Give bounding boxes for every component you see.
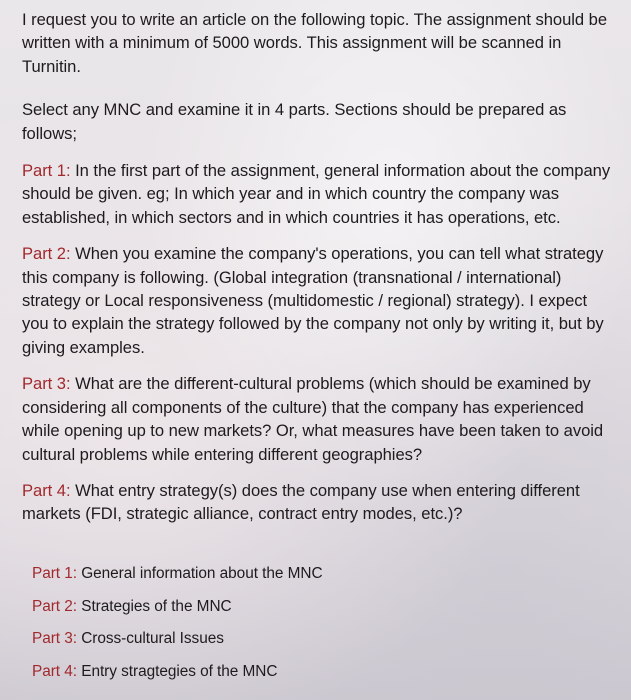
intro-paragraph: I request you to write an article on the following topic. The assignment should be written with a minimum of 5000 words. This assignment will be scanned in Turnitin. <box>22 10 608 76</box>
summary-4-text: Entry stragtegies of the MNC <box>77 662 278 680</box>
part-1-paragraph <box>22 159 617 229</box>
summary-3-text: Cross-cultural Issues <box>77 630 224 648</box>
part-3-label: Part 3: <box>22 374 71 394</box>
summary-item <box>32 563 323 585</box>
parts-summary-list <box>32 563 323 693</box>
part-3-text: What are the different-cultural problems (which should be examined by considering all components of the culture) that the company has experienced while opening up to new markets? Or, what measures have been taken to avoid cultural problems while entering different geographies? <box>22 374 604 464</box>
instruction-paragraph: Select any MNC and examine it in 4 parts. Sections should be prepared as follows; <box>22 100 567 143</box>
part-4-paragraph <box>22 479 617 526</box>
summary-1-text: General information about the MNC <box>77 565 323 582</box>
summary-item <box>32 596 323 618</box>
summary-3-label: Part 3: <box>32 630 77 648</box>
part-2-paragraph <box>22 242 617 359</box>
summary-item <box>32 661 323 683</box>
part-1-text: In the first part of the assignment, general information about the company should be given. eg; In which year and in which country the company was established, in which sectors and in which countries it has operations, etc. <box>22 161 611 227</box>
part-4-text: What entry strategy(s) does the company use when entering different markets (FDI, strategic alliance, contract entry modes, etc.)? <box>22 480 580 524</box>
part-1-label: Part 1: <box>22 161 71 181</box>
summary-1-label: Part 1: <box>32 565 77 582</box>
summary-2-text: Strategies of the MNC <box>77 597 232 615</box>
summary-2-label: Part 2: <box>32 597 77 615</box>
summary-item <box>32 628 323 650</box>
part-4-label: Part 4: <box>22 480 71 500</box>
part-2-label: Part 2: <box>22 244 71 264</box>
part-3-paragraph <box>22 372 617 466</box>
part-2-text: When you examine the company's operations, you can tell what strategy this company is following. (Global integration (transnational / international) strategy or Local responsiveness (multidomestic / regional) strategy). I expect you to explain the strategy followed by the company not only by writing it, but by giving examples. <box>22 244 604 357</box>
summary-4-label: Part 4: <box>32 662 77 680</box>
